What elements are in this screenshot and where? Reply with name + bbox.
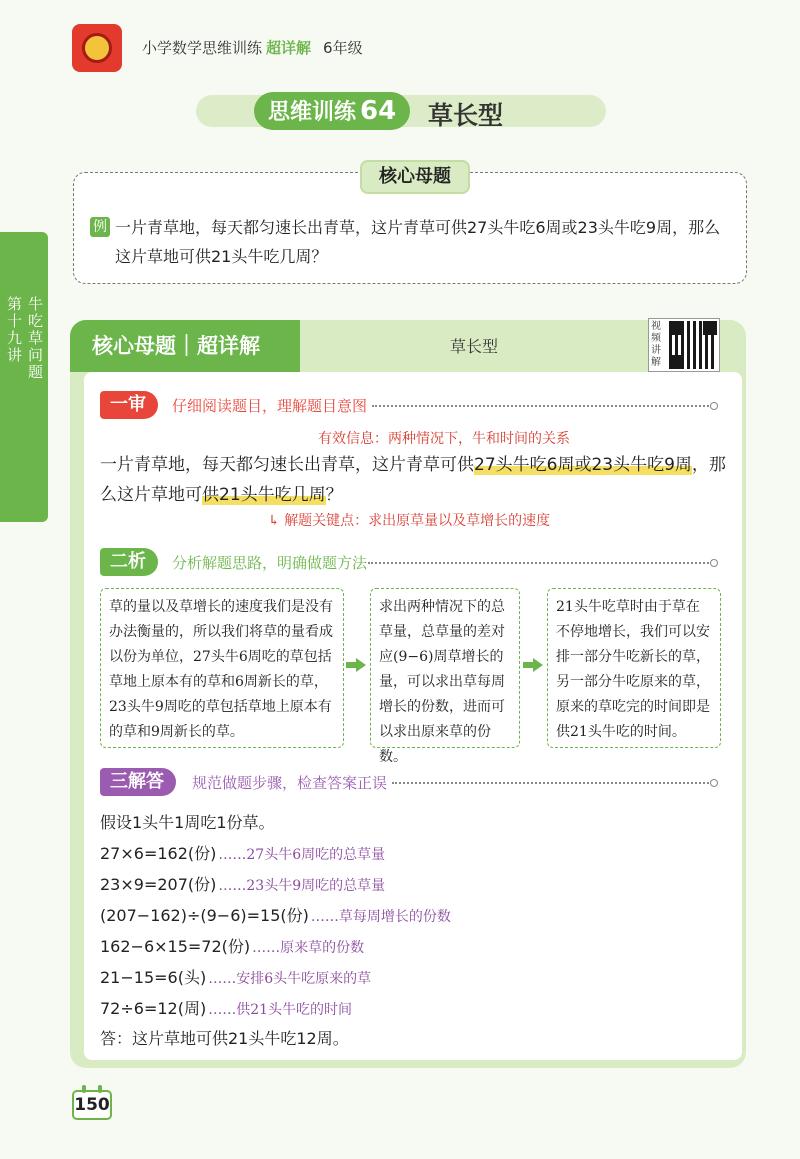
solution-line-4 [100,934,364,957]
solution-note: ……草每周增长的份数 [310,909,451,925]
video-qr-code[interactable] [648,318,720,372]
step2-badge: 二析 [100,548,158,576]
sentence-part-a: 一片青草地，每天都匀速长出青草，这片青草可供 [100,455,474,475]
page-number: 150 [72,1090,112,1120]
problem-restated [100,450,740,510]
solution-assumption: 假设1头牛1周吃1份草。 [100,813,275,832]
example-badge: 例 [90,217,110,237]
step3-divider [392,782,712,784]
sentence-part-c: ？ [325,485,343,505]
series-grade: 6年级 [323,39,363,57]
solution-answer: 答：这片草地可供21头牛吃12周。 [100,1029,349,1048]
annotation-key-point-text: 解题关键点：求出原草量以及草增长的速度 [284,513,551,529]
series-title [142,37,363,58]
solution-note: ……27头牛6周吃的总草量 [218,847,386,863]
solution-line-5 [100,965,371,988]
panel-subtitle: 草长型 [450,337,499,356]
solution-expr: 162−6×15=72(份) [100,937,251,956]
step3-badge: 三解答 [100,768,176,796]
chapter-side-tab [0,232,48,522]
step1-badge: 一审 [100,391,158,419]
series-logo-icon [72,24,122,72]
solution-expr: 23×9=207(份) [100,875,217,894]
page-title: 草长型 [428,101,504,130]
arrow-right-icon [356,658,366,672]
step2-desc: 分析解题思路，明确做题方法 [172,554,368,572]
side-tab-topic: 牛吃草问题 [26,296,44,381]
core-problem-label: 核心母题 [360,160,470,194]
step1-divider [372,405,712,407]
qr-code-icon [669,321,717,369]
solution-expr: (207−162)÷(9−6)=15(份) [100,906,309,925]
solution-expr: 21−15=6(头) [100,968,207,987]
panel-header: 核心母题｜超详解 [70,320,300,372]
solution-line-6 [100,996,352,1019]
solution-note: ……原来草的份数 [252,940,365,956]
highlight-conditions: 27头牛吃6周或23头牛吃9周 [474,455,692,475]
highlight-question: 供21头牛吃几周 [202,485,326,505]
solution-note: ……安排6头牛吃原来的草 [208,971,372,987]
analysis-box-3: 21头牛吃草时由于草在不停地增长，我们可以安排一部分牛吃新长的草，另一部分牛吃原来的草，原来的草吃完的时间即是供21头牛吃的时间。 [547,588,721,748]
step1-desc: 仔细阅读题目，理解题目意图 [172,397,368,415]
title-number: 64 [360,96,397,126]
annotation-key-point [268,510,550,530]
qr-label: 视频讲解 [651,321,661,368]
title-prefix: 思维训练 [268,100,357,125]
solution-line-2 [100,872,385,895]
solution-note: ……供21头牛吃的时间 [208,1002,353,1018]
solution-line-1 [100,841,385,864]
side-tab-lecture: 第十九讲 [5,296,23,364]
title-pill [254,92,410,130]
annotation-effective-info: 有效信息：两种情况下，牛和时间的关系 [318,431,570,447]
analysis-box-1: 草的量以及草增长的速度我们是没有办法衡量的，所以我们将草的量看成以份为单位，27头牛6周吃的草包括草地上原本有的草和6周新长的草，23头牛9周吃的草包括草地上原本有的草和9周新长的草。 [100,588,344,748]
solution-expr: 27×6=162(份) [100,844,217,863]
solution-expr: 72÷6=12(周) [100,999,207,1018]
sentence-part-b: ，那么这片草地可 [100,455,726,505]
arrow-right-icon [533,658,543,672]
step3-desc: 规范做题步骤，检查答案正误 [192,774,388,792]
step2-divider [368,562,712,564]
series-highlight: 超详解 [266,39,312,57]
series-name: 小学数学思维训练 [142,39,263,57]
analysis-box-2: 求出两种情况下的总草量，总草量的差对应(9−6)周草增长的量，可以求出草每周增长的份数，进而可以求出原来草的份数。 [370,588,520,748]
core-problem-text: 一片青草地，每天都匀速长出青草，这片青草可供27头牛吃6周或23头牛吃9周，那么这片草地可供21头牛吃几周？ [115,218,721,266]
curved-arrow-icon: ↳ [268,513,285,529]
solution-line-3 [100,903,451,926]
solution-note: ……23头牛9周吃的总草量 [218,878,386,894]
